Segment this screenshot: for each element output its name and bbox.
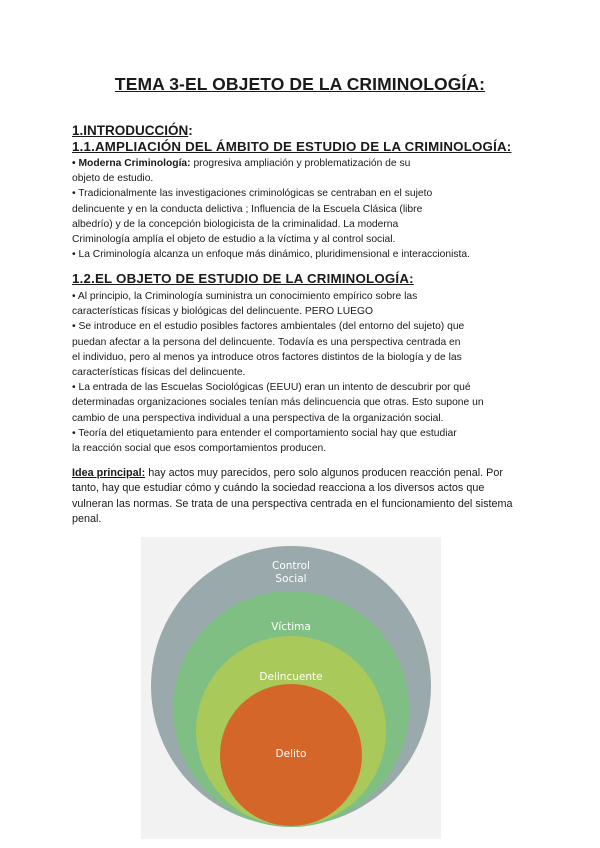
- diagram-svg: [141, 537, 441, 839]
- text-line: objeto de estudio.: [72, 173, 154, 185]
- text-line: características físicas y biológicas del delincuente. PERO LUEGO: [72, 306, 374, 318]
- text-line: puedan afectar a la persona del delincuente. Todavía es una perspectiva centrada en: [72, 336, 461, 348]
- subsection-heading-ampliacion: 1.1.AMPLIACIÓN DEL ÁMBITO DE ESTUDIO DE LA CRIMINOLOGÍA:: [72, 139, 512, 154]
- subsection-heading-objeto: 1.2.EL OBJETO DE ESTUDIO DE LA CRIMINOLOGÍA:: [72, 271, 414, 286]
- bullet-moderna-criminologia: [72, 156, 532, 171]
- text-line: el individuo, pero al menos ya introduce otros factores distintos de la biología y de las: [72, 351, 462, 363]
- label-delito: Delito: [275, 748, 307, 760]
- section-heading-text: 1.INTRODUCCIÓN: [72, 123, 189, 138]
- text-line: determinadas organizaciones sociales tenían más delincuencia que otras. Esto supone un: [72, 397, 484, 409]
- text-line: • La entrada de las Escuelas Sociológicas (EEUU) eran un intento de descubrir por qué: [72, 382, 471, 394]
- text-line: características físicas del delincuente.: [72, 367, 246, 379]
- label-control: Control: [272, 560, 310, 572]
- section-heading-colon: :: [188, 123, 193, 138]
- text-line: albedrío) y de la concepción biologicista de la criminalidad. La moderna: [72, 218, 399, 230]
- text-line: [72, 466, 513, 481]
- text-line: • Se introduce en el estudio posibles factores ambientales (del entorno del sujeto) que: [72, 321, 465, 333]
- text-line: la reacción social que esos comportamientos producen.: [72, 443, 327, 455]
- page-title: TEMA 3-EL OBJETO DE LA CRIMINOLOGÍA:: [114, 74, 486, 94]
- idea-principal-label: Idea principal:: [72, 467, 146, 479]
- bullet-text: progresiva ampliación y problematización de su: [190, 158, 411, 169]
- text-line: • Tradicionalmente las investigaciones criminológicas se centraban en el sujeto: [72, 188, 433, 200]
- text-line: • Al principio, la Criminología suministra un conocimiento empírico sobre las: [72, 291, 418, 302]
- text-line: • La Criminología alcanza un enfoque más dinámico, pluridimensional e interaccionista.: [72, 249, 470, 261]
- section-heading-introduccion: [72, 123, 193, 138]
- text-line: • Teoría del etiquetamiento para entender el comportamiento social hay que estudiar: [72, 427, 457, 439]
- text-line: penal.: [72, 513, 102, 526]
- text-line: vulneran las normas. Se trata de una perspectiva centrada en el funcionamiento del sistema: [72, 497, 513, 510]
- label-delincuente: Delincuente: [259, 671, 323, 683]
- text-line: Criminología amplía el objeto de estudio a la víctima y al control social.: [72, 234, 396, 246]
- idea-principal-paragraph: [72, 466, 513, 528]
- text-line: tanto, hay que estudiar cómo y cuándo la sociedad reacciona a los diversos actos que: [72, 482, 485, 495]
- section1-paragraph: [72, 156, 532, 262]
- concentric-circles-diagram: [141, 537, 441, 839]
- bullet-bold-label: • Moderna Criminología:: [72, 158, 191, 169]
- section2-paragraph: [72, 289, 532, 456]
- idea-text: hay actos muy parecidos, pero solo algunos producen reacción penal. Por: [145, 467, 503, 479]
- text-line: cambio de una perspectiva individual a una perspectiva de la organización social.: [72, 412, 444, 424]
- text-line: delincuente y en la conducta delictiva ; Influencia de la Escuela Clásica (libre: [72, 203, 423, 215]
- label-social: Social: [275, 573, 307, 585]
- label-victima: Víctima: [271, 621, 311, 633]
